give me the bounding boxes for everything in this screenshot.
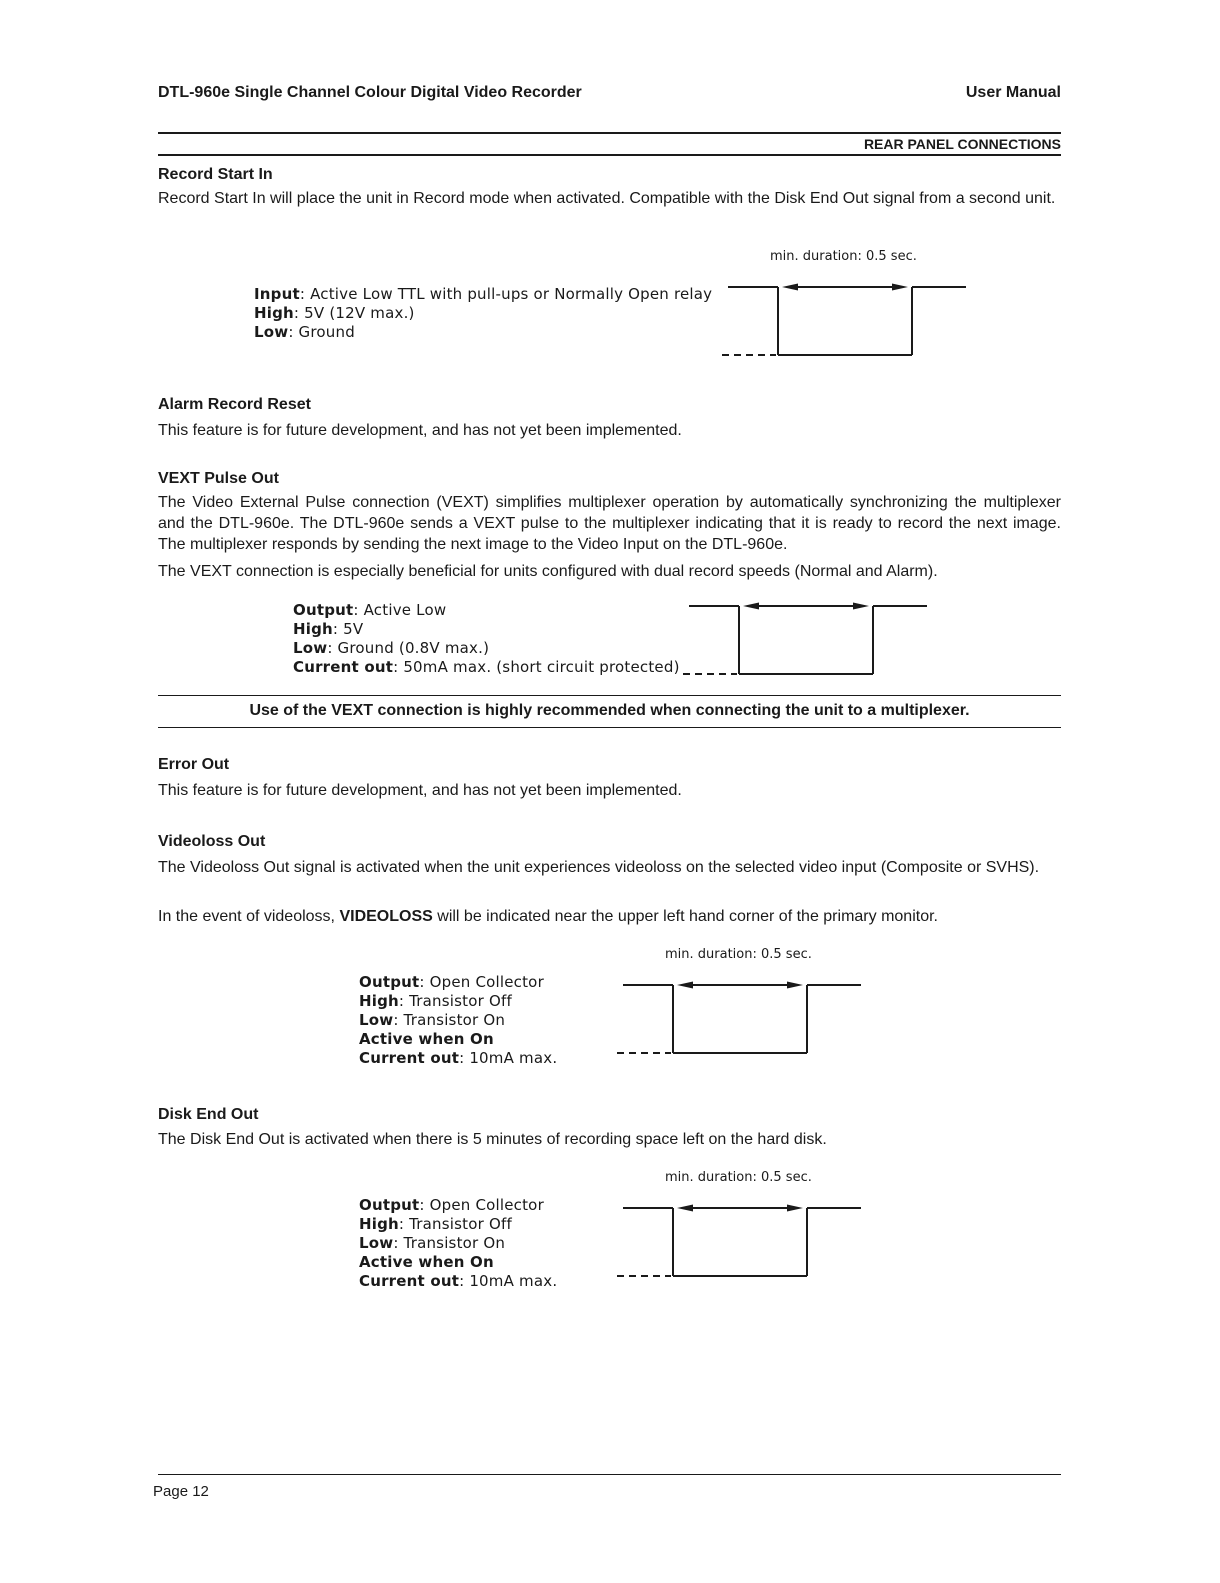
vext-specs: Output: Active Low High: 5V Low: Ground (0.8V max.) Current out: 50mA max. (short circuit protected) <box>293 601 680 676</box>
footer-rule <box>158 1474 1061 1475</box>
alarm-reset-body: This feature is for future development, and has not yet been implemented. <box>158 422 682 439</box>
section-title: REAR PANEL CONNECTIONS <box>863 136 1061 152</box>
videoloss-heading: Videoloss Out <box>158 833 266 850</box>
disk-end-pulse-diagram <box>617 1204 867 1284</box>
record-start-body: Record Start In will place the unit in Record mode when activated. Compatible with the Disk End Out signal from a second unit. <box>158 190 1056 207</box>
vext-heading: VEXT Pulse Out <box>158 470 279 487</box>
document-title: DTL-960e Single Channel Colour Digital Video Recorder <box>158 84 582 101</box>
vext-body-2: The VEXT connection is especially beneficial for units configured with dual record speeds (Normal and Alarm). <box>158 563 938 580</box>
videoloss-duration: min. duration: 0.5 sec. <box>665 947 812 962</box>
document-type: User Manual <box>965 84 1061 101</box>
vext-note-rule-top <box>158 695 1061 696</box>
disk-end-specs: Output: Open Collector High: Transistor Off Low: Transistor On Active when On Current out: 10mA max. <box>359 1196 558 1290</box>
record-start-pulse-diagram <box>722 283 972 363</box>
vext-note-rule-bottom <box>158 727 1061 728</box>
videoloss-body-1: The Videoloss Out signal is activated when the unit experiences videoloss on the selected video input (Composite or SVHS). <box>158 859 1040 876</box>
record-start-duration: min. duration: 0.5 sec. <box>770 249 917 264</box>
error-out-heading: Error Out <box>158 756 230 773</box>
page-number: Page 12 <box>153 1483 209 1500</box>
record-start-specs: Input: Active Low TTL with pull-ups or Normally Open relay High: 5V (12V max.) Low: Ground <box>254 285 713 341</box>
videoloss-body-2: In the event of videoloss, VIDEOLOSS will be indicated near the upper left hand corner of the primary monitor. <box>158 908 938 925</box>
header-rule-top <box>158 132 1061 134</box>
disk-end-heading: Disk End Out <box>158 1106 259 1123</box>
header-rule-bottom <box>158 154 1061 156</box>
videoloss-pulse-diagram <box>617 981 867 1061</box>
disk-end-body: The Disk End Out is activated when there is 5 minutes of recording space left on the hard disk. <box>158 1131 827 1148</box>
error-out-body: This feature is for future development, and has not yet been implemented. <box>158 782 682 799</box>
record-start-heading: Record Start In <box>158 166 273 183</box>
alarm-reset-heading: Alarm Record Reset <box>158 396 311 413</box>
vext-pulse-diagram <box>683 602 933 682</box>
disk-end-duration: min. duration: 0.5 sec. <box>665 1170 812 1185</box>
vext-note: Use of the VEXT connection is highly recommended when connecting the unit to a multiplexer. <box>249 702 970 719</box>
vext-body-1: The Video External Pulse connection (VEXT) simplifies multiplexer operation by automatically synchronizing the multiplexer and the DTL-960e. The DTL-960e sends a VEXT pulse to the multiplexer indicating that it is ready to record the next image. The multiplexer responds by sending the next image to the Video Input on the DTL-960e. <box>158 494 1061 553</box>
videoloss-specs: Output: Open Collector High: Transistor Off Low: Transistor On Active when On Current out: 10mA max. <box>359 973 558 1067</box>
